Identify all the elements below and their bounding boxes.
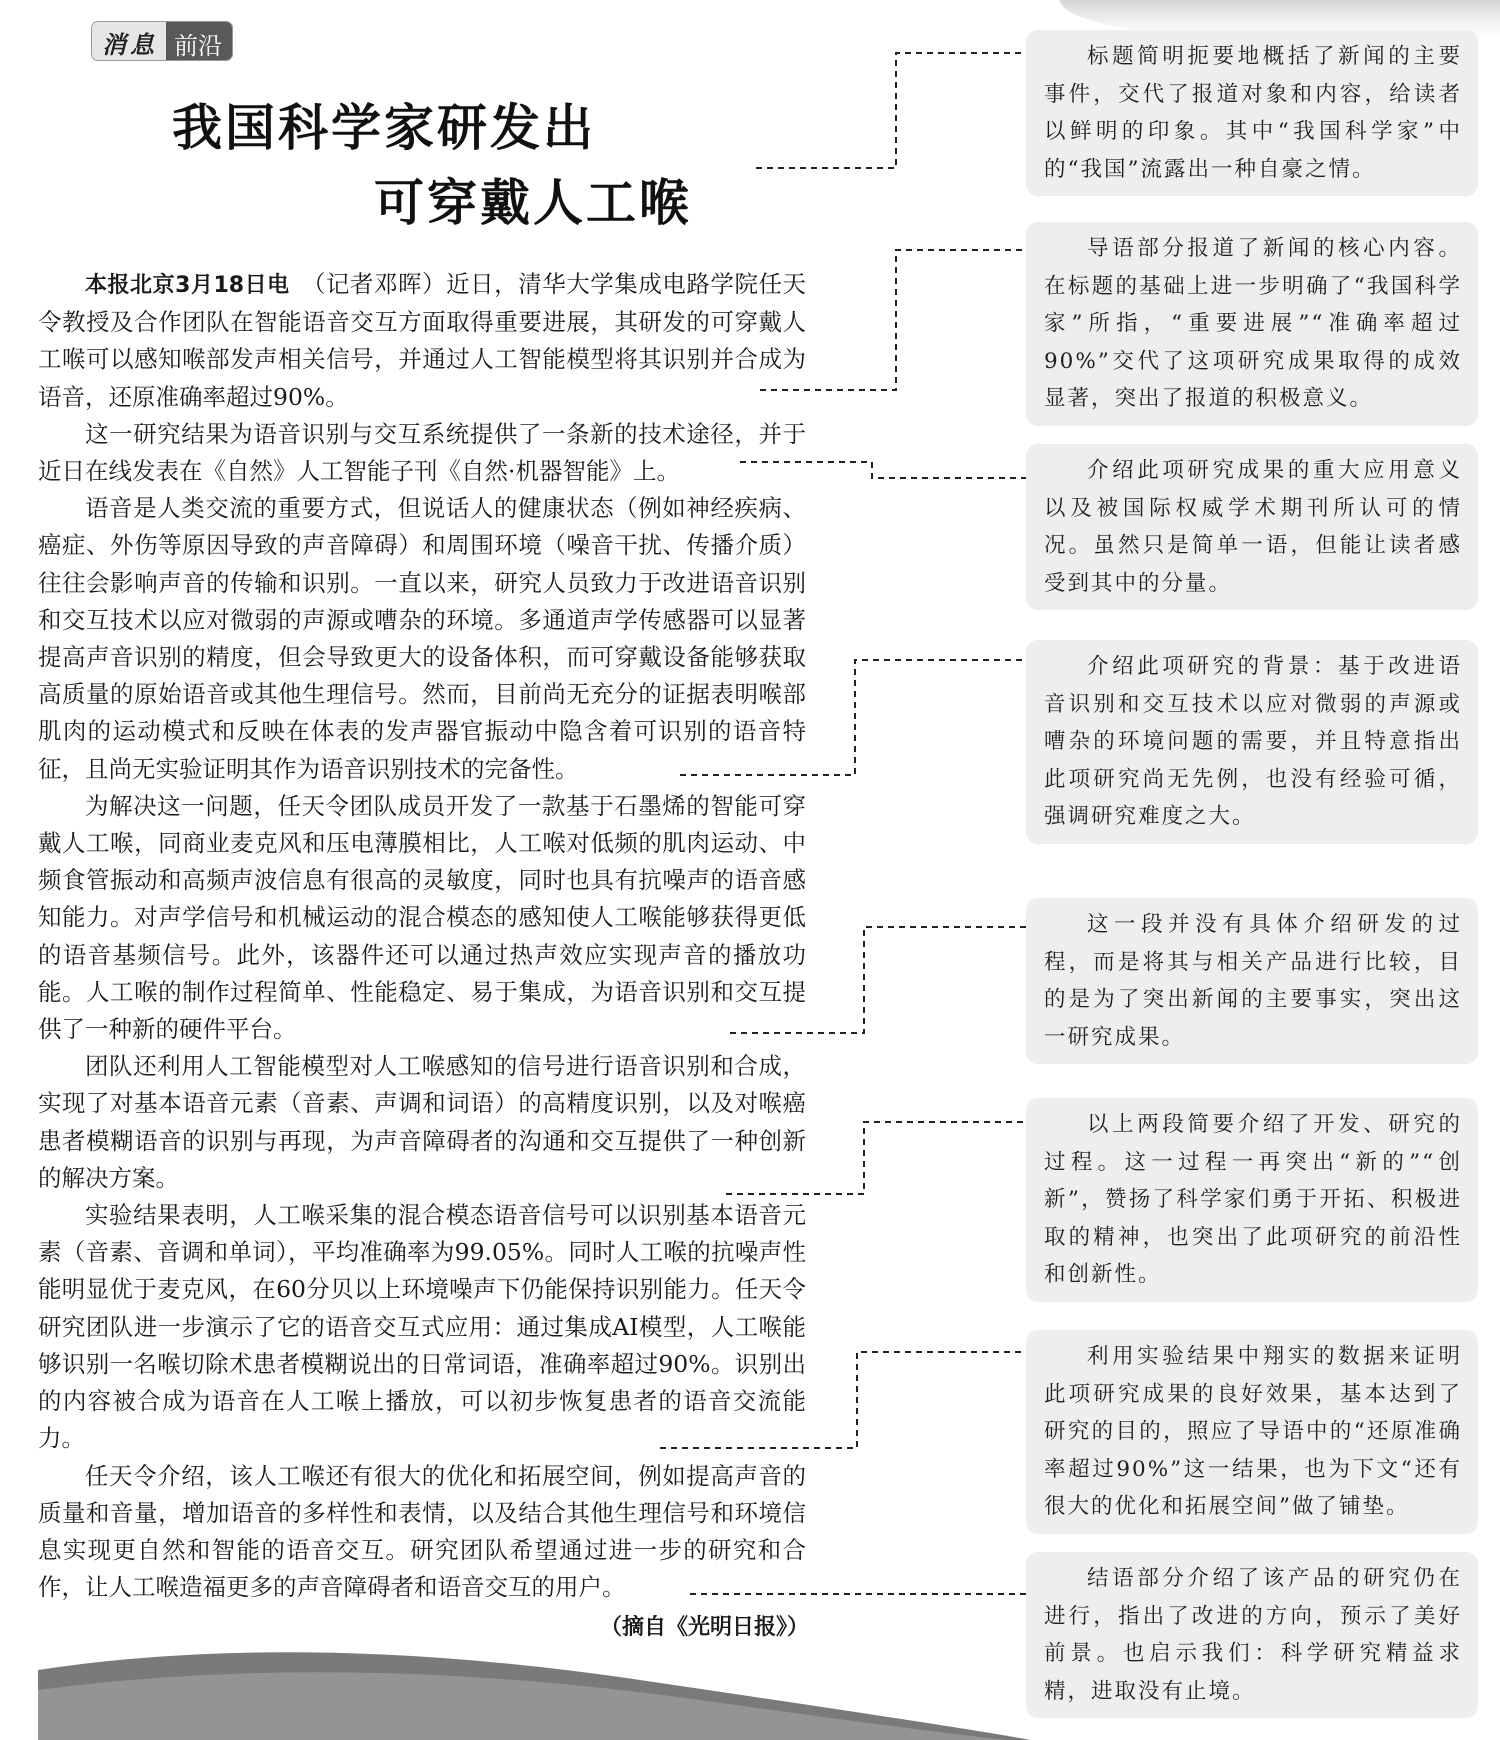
article-paragraph: 团队还利用人工智能模型对人工喉感知的信号进行语音识别和合成，实现了对基本语音元素（音素、声调和词语）的高精度识别，以及对喉癌患者模糊语音的识别与再现，为声音障碍者的沟通和交互提供了一种创新的解决方案。 (38, 1052, 806, 1192)
annotation-note-text: 导语部分报道了新闻的核心内容。在标题的基础上进一步明确了“我国科学家”所指，“重要进展”“准确率超过90%”交代了这项研究成果取得的成效显著，突出了报道的积极意义。 (1044, 236, 1462, 411)
annotation-note-4 (1026, 640, 1478, 844)
section-badge-right: 前沿 (166, 22, 232, 60)
annotation-note-text: 以上两段简要介绍了开发、研究的过程。这一过程一再突出“新的”“创新”，赞扬了科学家们勇于开拓、积极进取的精神，也突出了此项研究的前沿性和创新性。 (1044, 1112, 1462, 1287)
annotation-note-text: 这一段并没有具体介绍研发的过程，而是将其与相关产品进行比较，目的是为了突出新闻的主要事实，突出这一研究成果。 (1044, 912, 1462, 1050)
annotation-note-2 (1026, 222, 1478, 426)
article-source: （摘自《光明日报》） (600, 1615, 810, 1640)
article-paragraph: 实验结果表明，人工喉采集的混合模态语音信号可以识别基本语音元素（音素、音调和单词），平均准确率为99.05%。同时人工喉的抗噪声性能明显优于麦克风，在60分贝以上环境噪声下仍能保持识别能力。任天令研究团队进一步演示了它的语音交互式应用：通过集成AI模型，人工喉能够识别一名喉切除术患者模糊说出的日常词语，准确率超过90%。识别出的内容被合成为语音在人工喉上播放，可以初步恢复患者的语音交流能力。 (38, 1201, 806, 1453)
headline-line2: 可穿戴人工喉 (374, 174, 692, 232)
annotation-note-text: 结语部分介绍了该产品的研究仍在进行，指出了改进的方向，预示了美好前景。也启示我们：科学研究精益求精，进取没有止境。 (1044, 1566, 1462, 1704)
connector-4 (680, 660, 1075, 775)
connector-7 (660, 1352, 1075, 1448)
connector-3 (740, 462, 1075, 478)
connector-1 (756, 53, 1065, 168)
connector-6 (726, 1122, 1075, 1194)
annotation-note-text: 标题简明扼要地概括了新闻的主要事件，交代了报道对象和内容，给读者以鲜明的印象。其中“我国科学家”中的“我国”流露出一种自豪之情。 (1044, 44, 1462, 182)
article-paragraph: 这一研究结果为语音识别与交互系统提供了一条新的技术途径，并于近日在线发表在《自然》人工智能子刊《自然·机器智能》上。 (38, 419, 806, 486)
bottom-wave-decoration (0, 1640, 1500, 1740)
annotation-note-text: 介绍此项研究成果的重大应用意义以及被国际权威学术期刊所认可的情况。虽然只是简单一语，但能让读者感受到其中的分量。 (1044, 458, 1462, 596)
article-paragraph: 语音是人类交流的重要方式，但说话人的健康状态（例如神经疾病、癌症、外伤等原因导致的声音障碍）和周围环境（噪音干扰、传播介质）往往会影响声音的传输和识别。一直以来，研究人员致力于改进语音识别和交互技术以应对微弱的声源或嘈杂的环境。多通道声学传感器可以显著提高声音识别的精度，但会导致更大的设备体积，而可穿戴设备能够获取高质量的原始语音或其他生理信号。然而，目前尚无充分的证据表明喉部肌肉的运动模式和反映在体表的发声器官振动中隐含着可识别的语音特征，且尚无实验证明其作为语音识别技术的完备性。 (38, 494, 806, 783)
section-badge-left: 消息 (92, 22, 166, 60)
article-paragraph-text: （记者邓晖）近日，清华大学集成电路学院任天令教授及合作团队在智能语音交互方面取得重要进展，其研发的可穿戴人工喉可以感知喉部发声相关信号，并通过人工智能模型将其识别并合成为语音，还原准确率超过90%。 (38, 270, 806, 411)
annotation-note-text: 利用实验结果中翔实的数据来证明此项研究成果的良好效果，基本达到了研究的目的，照应了导语中的“还原准确率超过90%”这一结果，也为下文“还有很大的优化和拓展空间”做了铺垫。 (1044, 1344, 1462, 1519)
annotation-note-1 (1026, 30, 1478, 196)
annotation-note-6 (1026, 1098, 1478, 1302)
annotation-note-3 (1026, 444, 1478, 610)
article-paragraph: 为解决这一问题，任天令团队成员开发了一款基于石墨烯的智能可穿戴人工喉，同商业麦克风和压电薄膜相比，人工喉对低频的肌肉运动、中频食管振动和高频声波信息有很高的灵敏度，同时也具有抗噪声的语音感知能力。对声学信号和机械运动的混合模态的感知使人工喉能够获得更低的语音基频信号。此外，该器件还可以通过热声效应实现声音的播放功能。人工喉的制作过程简单、性能稳定、易于集成，为语音识别和交互提供了一种新的硬件平台。 (38, 791, 806, 1044)
dateline: 本报北京3月18日电 (85, 273, 290, 298)
headline-line1: 我国科学家研发出 (172, 99, 596, 157)
connector-5 (730, 927, 1075, 1033)
annotation-note-5 (1026, 898, 1478, 1064)
annotation-note-7 (1026, 1330, 1478, 1534)
article-paragraph: 任天令介绍，该人工喉还有很大的优化和拓展空间，例如提高声音的质量和音量，增加语音的多样性和表情，以及结合其他生理信号和环境信息实现更自然和智能的语音交互。研究团队希望通过进一步的研究和合作，让人工喉造福更多的声音障碍者和语音交互的用户。 (38, 1461, 806, 1602)
annotation-note-text: 介绍此项研究的背景：基于改进语音识别和交互技术以应对微弱的声源或嘈杂的环境问题的需要，并且特意指出此项研究尚无先例，也没有经验可循，强调研究难度之大。 (1044, 654, 1462, 829)
